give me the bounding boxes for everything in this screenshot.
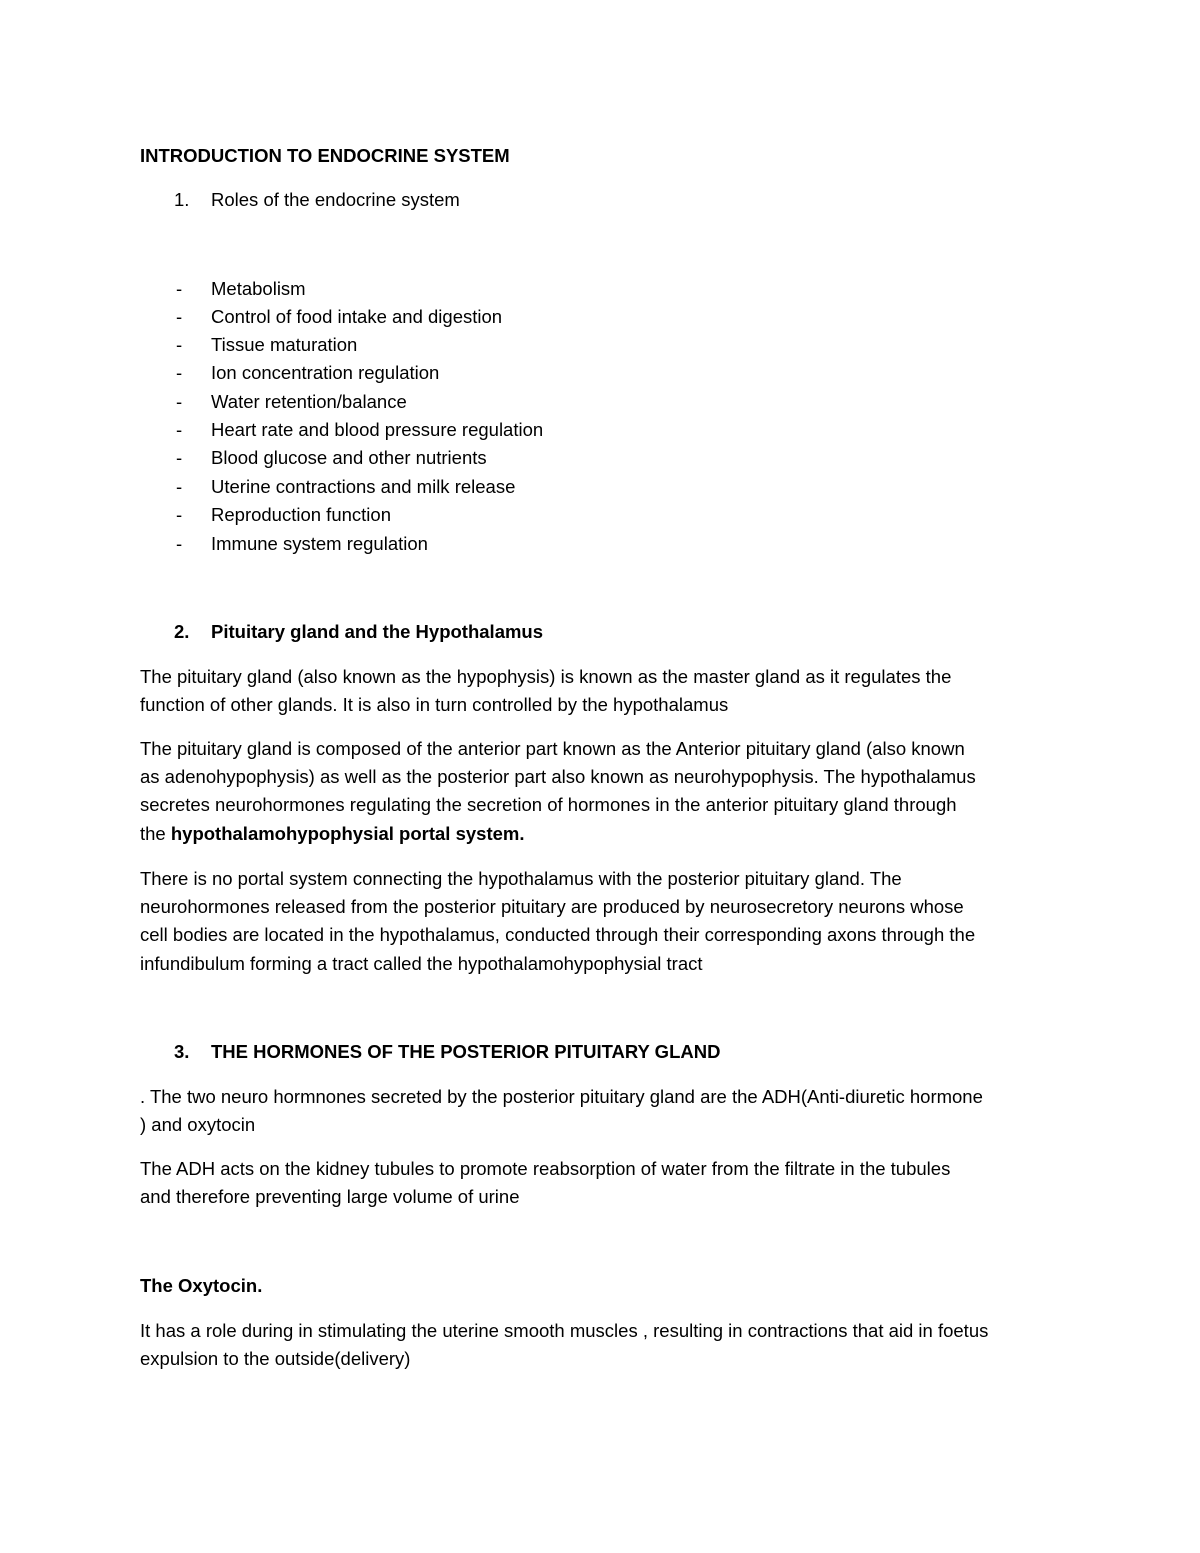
list-item: Water retention/balance — [211, 391, 407, 412]
paragraph-line: The pituitary gland is composed of the anterior part known as the Anterior pituitary gland (also known — [140, 738, 965, 759]
section-2-number: 2. — [174, 621, 190, 642]
paragraph-line: . The two neuro hormnones secreted by the posterior pituitary gland are the ADH(Anti-diuretic hormone — [140, 1086, 983, 1107]
paragraph-line: The pituitary gland (also known as the hypophysis) is known as the master gland as it regulates the — [140, 666, 952, 687]
paragraph-line: There is no portal system connecting the hypothalamus with the posterior pituitary gland. The — [140, 868, 902, 889]
list-bullet: - — [176, 306, 183, 327]
paragraph-line: secretes neurohormones regulating the secretion of hormones in the anterior pituitary gland through — [140, 794, 957, 815]
list-bullet: - — [176, 362, 183, 383]
paragraph-line: expulsion to the outside(delivery) — [140, 1348, 411, 1369]
list-item: Ion concentration regulation — [211, 362, 440, 383]
list-bullet: - — [176, 334, 183, 355]
paragraph-line — [140, 820, 525, 848]
list-item: Metabolism — [211, 278, 306, 299]
paragraph-line: It has a role during in stimulating the uterine smooth muscles , resulting in contractions that aid in foetus — [140, 1320, 989, 1341]
list-bullet: - — [176, 447, 183, 468]
paragraph-text: the — [140, 823, 171, 844]
list-bullet: - — [176, 278, 183, 299]
list-item: Immune system regulation — [211, 533, 428, 554]
list-item: Reproduction function — [211, 504, 391, 525]
list-bullet: - — [176, 504, 183, 525]
document-title: INTRODUCTION TO ENDOCRINE SYSTEM — [140, 145, 510, 166]
paragraph-line: ) and oxytocin — [140, 1114, 256, 1135]
paragraph-line: cell bodies are located in the hypothalamus, conducted through their corresponding axons through the — [140, 924, 976, 945]
list-bullet: - — [176, 391, 183, 412]
section-2-heading: Pituitary gland and the Hypothalamus — [211, 621, 544, 642]
portal-system-term: hypothalamohypophysial portal system. — [170, 823, 525, 844]
paragraph-line: as adenohypophysis) as well as the posterior part also known as neurohypophysis. The hypothalamus — [140, 766, 976, 787]
list-item: Heart rate and blood pressure regulation — [211, 419, 544, 440]
list-bullet: - — [176, 533, 183, 554]
paragraph-line: function of other glands. It is also in turn controlled by the hypothalamus — [140, 694, 729, 715]
paragraph-line: infundibulum forming a tract called the hypothalamohypophysial tract — [140, 953, 703, 974]
list-bullet: - — [176, 476, 183, 497]
section-3-number: 3. — [174, 1041, 190, 1062]
paragraph-line: and therefore preventing large volume of urine — [140, 1186, 520, 1207]
section-1-heading: Roles of the endocrine system — [211, 189, 460, 210]
list-item: Blood glucose and other nutrients — [211, 447, 487, 468]
list-bullet: - — [176, 419, 183, 440]
oxytocin-heading: The Oxytocin. — [140, 1275, 263, 1296]
section-1-number: 1. — [174, 189, 190, 210]
paragraph-line: neurohormones released from the posterior pituitary are produced by neurosecretory neurons whose — [140, 896, 964, 917]
list-item: Control of food intake and digestion — [211, 306, 503, 327]
paragraph-line: The ADH acts on the kidney tubules to promote reabsorption of water from the filtrate in the tubules — [140, 1158, 951, 1179]
list-item: Tissue maturation — [211, 334, 358, 355]
section-3-heading: THE HORMONES OF THE POSTERIOR PITUITARY GLAND — [211, 1041, 721, 1062]
list-item: Uterine contractions and milk release — [211, 476, 516, 497]
